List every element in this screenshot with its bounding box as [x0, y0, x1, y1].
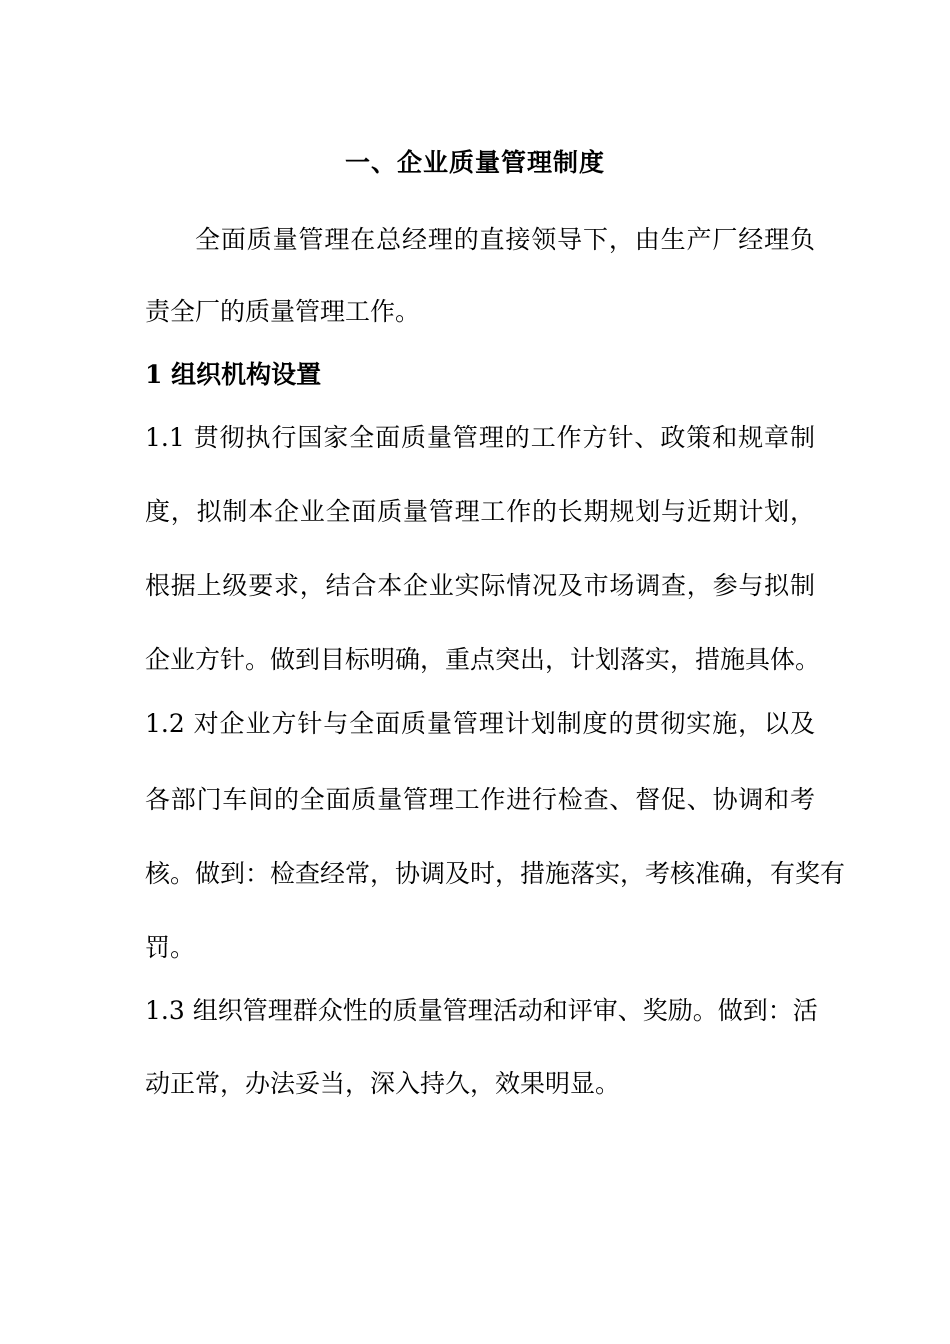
item-1-2-line-1: 1.2 对企业方针与全面质量管理计划制度的贯彻实施，以及 — [145, 709, 815, 738]
item-1-3-line-2: 动正常，办法妥当，深入持久，效果明显。 — [145, 1069, 621, 1098]
item-1-1-line-3: 根据上级要求，结合本企业实际情况及市场调查，参与拟制 — [145, 571, 815, 600]
item-1-2-line-2: 各部门车间的全面质量管理工作进行检查、督促、协调和考 — [145, 785, 815, 814]
item-1-3-line-1: 1.3 组织管理群众性的质量管理活动和评审、奖励。做到：活 — [145, 996, 818, 1025]
section-heading: 1 组织机构设置 — [145, 360, 322, 389]
item-1-1-line-1: 1.1 贯彻执行国家全面质量管理的工作方针、政策和规章制 — [145, 423, 815, 452]
item-1-1-line-2: 度，拟制本企业全面质量管理工作的长期规划与近期计划， — [145, 497, 815, 526]
item-1-2-line-3: 核。做到：检查经常，协调及时，措施落实，考核准确，有奖有 — [145, 859, 846, 888]
item-1-2-line-4: 罚。 — [145, 933, 196, 962]
intro-line-2: 责全厂的质量管理工作。 — [145, 297, 421, 326]
page-title: 一、企业质量管理制度 — [344, 148, 605, 177]
item-1-1-line-4: 企业方针。做到目标明确，重点突出，计划落实，措施具体。 — [145, 645, 821, 674]
intro-line-1: 全面质量管理在总经理的直接领导下，由生产厂经理负 — [195, 225, 815, 254]
